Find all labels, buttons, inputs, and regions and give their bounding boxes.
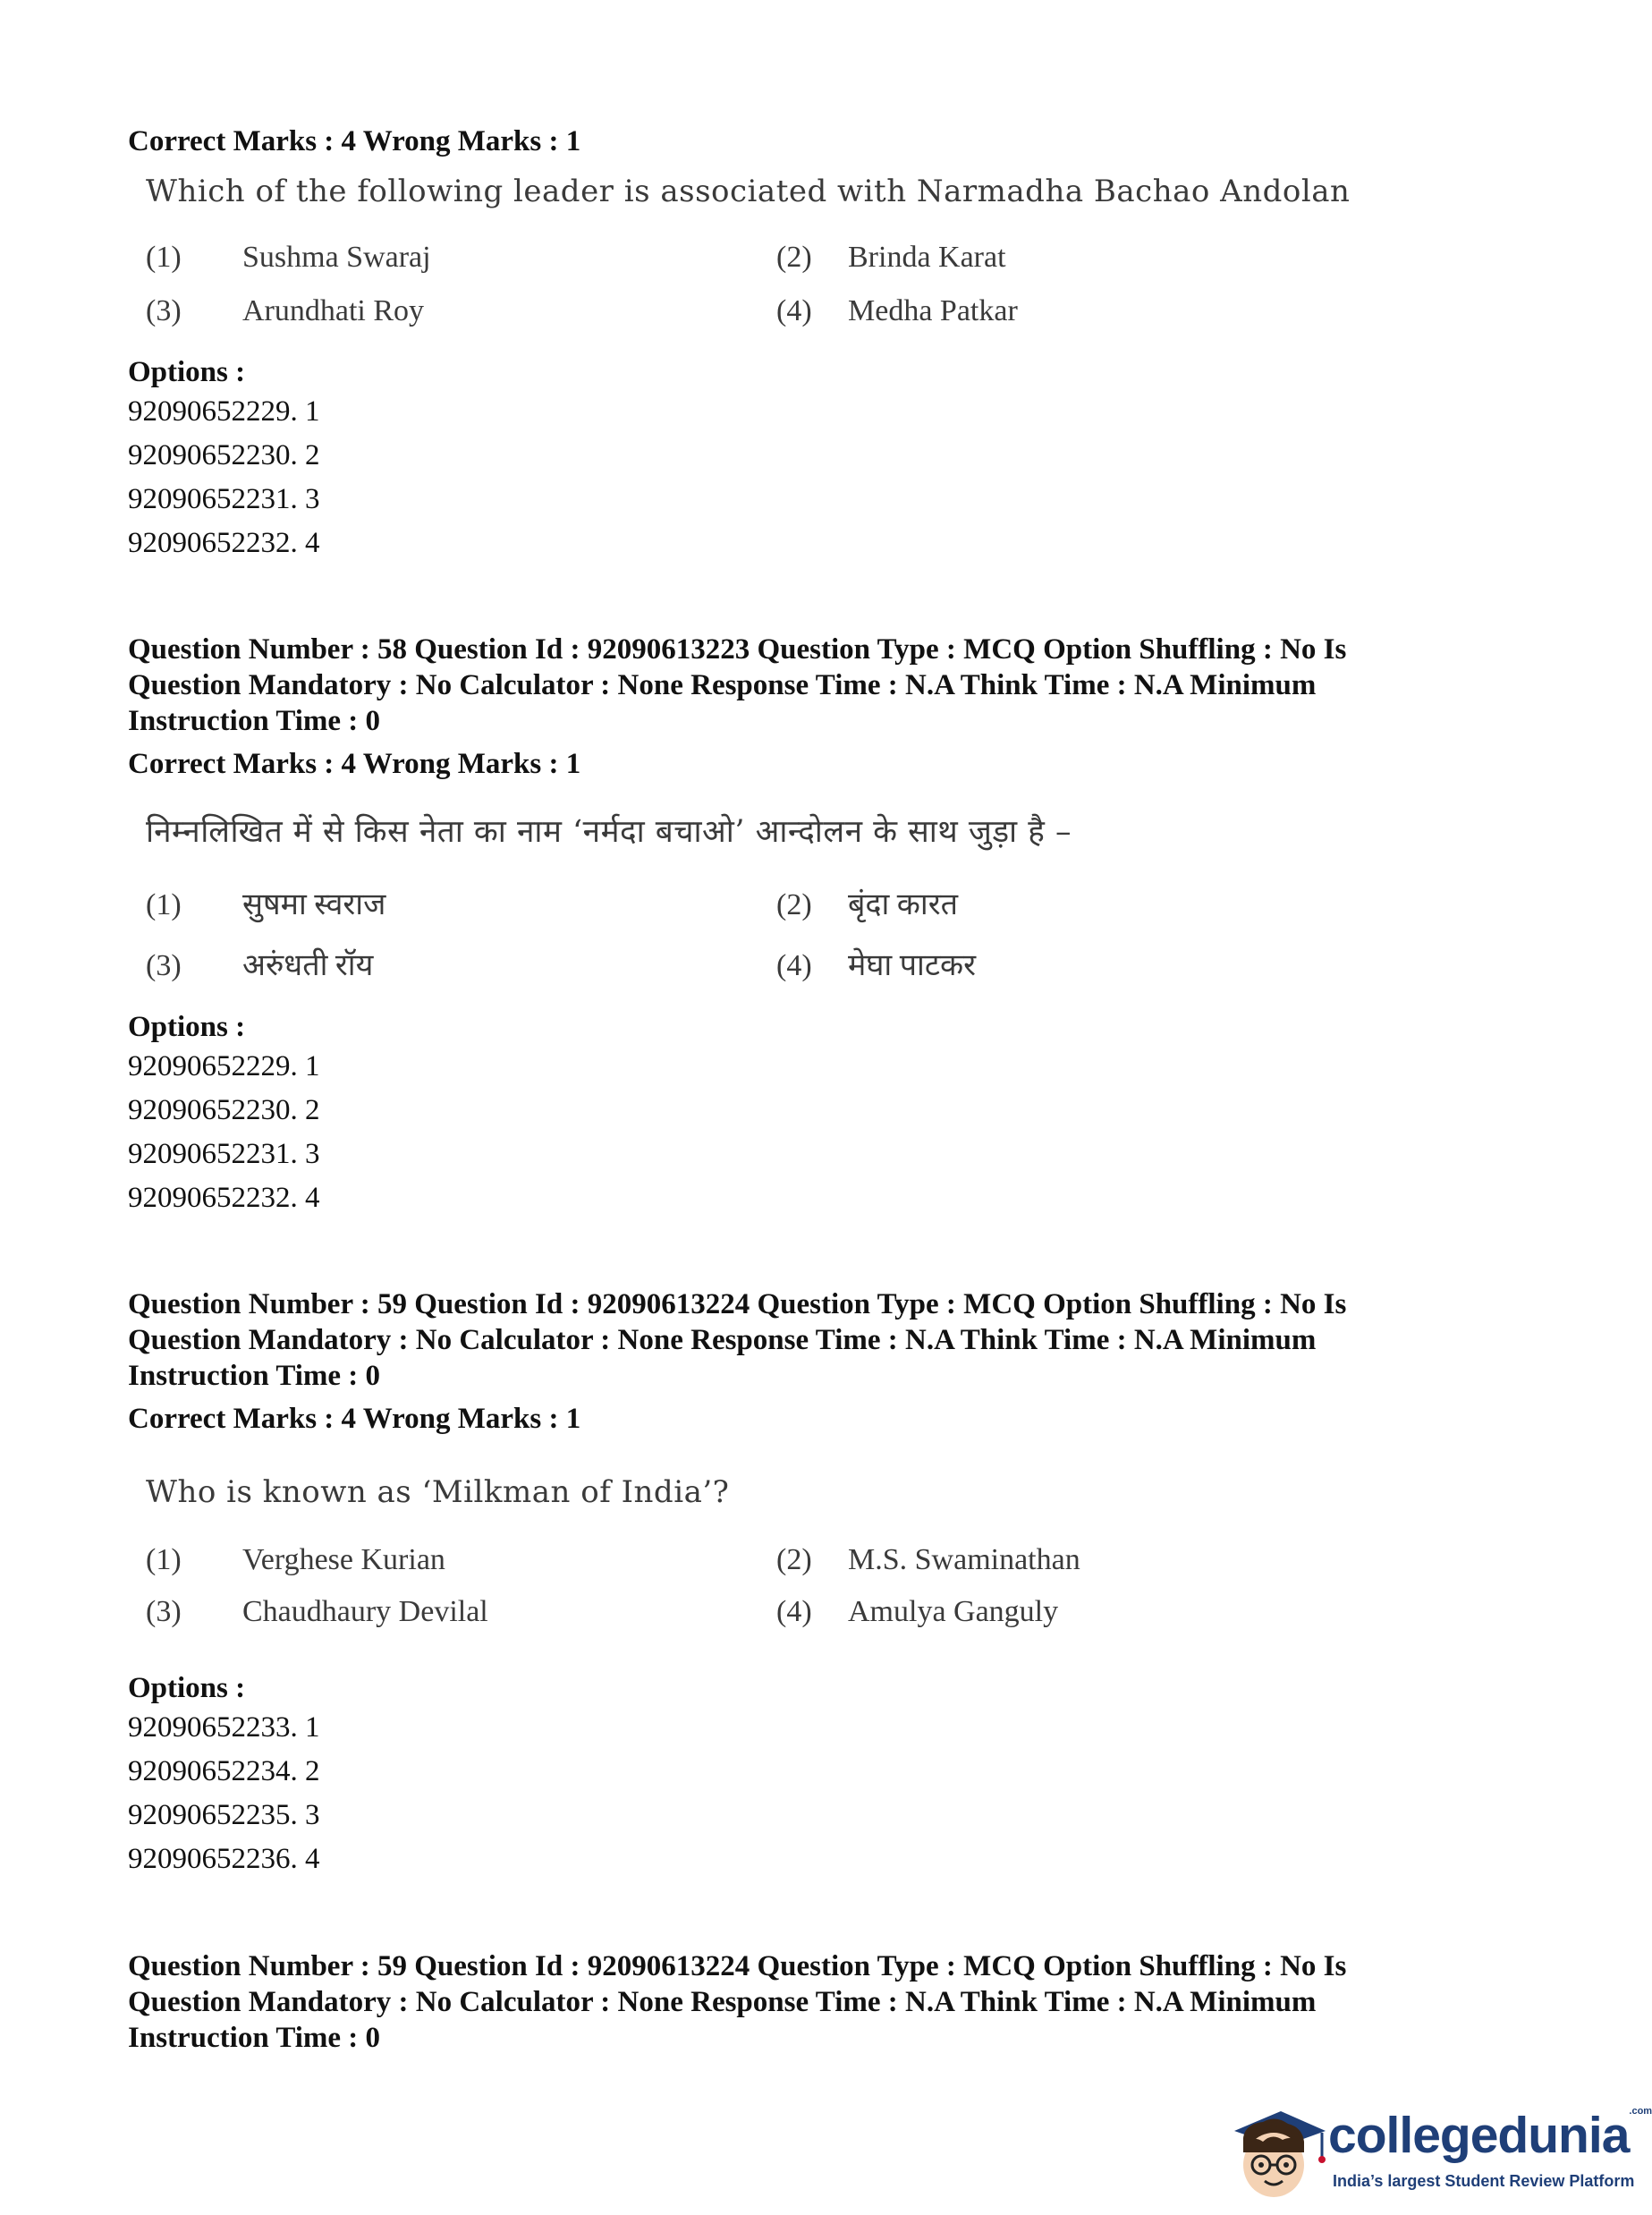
option-line: 92090652230. 2 [128, 1094, 320, 1126]
question-meta-line: Question Number : 59 Question Id : 92090613224 Question Type : MCQ Option Shuffling : No Is [128, 1950, 1347, 1982]
choice-1: (1) Verghese Kurian [146, 1543, 445, 1576]
choice-4: (4) Amulya Ganguly [776, 1595, 1059, 1628]
question-meta-line: Question Mandatory : No Calculator : None Response Time : N.A Think Time : N.A Minimum [128, 1986, 1317, 2018]
question-section-57 [128, 123, 1523, 159]
question-meta-line: Instruction Time : 0 [128, 2022, 381, 2054]
choice-3: (3) अरुंधती रॉय [146, 949, 374, 982]
options-list [128, 1009, 1523, 1220]
question-meta-line: Question Mandatory : No Calculator : None Response Time : N.A Think Time : N.A Minimum [128, 1324, 1317, 1356]
option-line: 92090652234. 2 [128, 1755, 320, 1787]
question-section-59 [128, 1286, 1523, 1437]
options-list [128, 1670, 1523, 1881]
option-line: 92090652229. 1 [128, 1050, 320, 1082]
choice-3: (3) Chaudhaury Devilal [146, 1595, 488, 1628]
choice-3: (3) Arundhati Roy [146, 294, 425, 327]
question-image [146, 1472, 1487, 1512]
option-line: 92090652229. 1 [128, 395, 320, 428]
question-meta-line: Instruction Time : 0 [128, 705, 381, 737]
option-line: 92090652232. 4 [128, 1182, 320, 1214]
collegedunia-logo[interactable] [1216, 2088, 1652, 2204]
options-list [128, 354, 1523, 565]
option-line: 92090652235. 3 [128, 1799, 320, 1831]
question-meta-line: Question Number : 59 Question Id : 92090613224 Question Type : MCQ Option Shuffling : No Is [128, 1288, 1347, 1320]
question-meta-line: Question Number : 58 Question Id : 92090613223 Question Type : MCQ Option Shuffling : No Is [128, 633, 1347, 666]
option-line: 92090652236. 4 [128, 1843, 320, 1875]
marks-line: Correct Marks : 4 Wrong Marks : 1 [128, 125, 581, 157]
question-section-58 [128, 632, 1523, 782]
brand-name: collegedunia$^{.com}$ [1328, 2106, 1652, 2164]
question-image [146, 172, 1487, 211]
choice-1: (1) सुषमा स्वराज [146, 888, 386, 921]
option-line: 92090652232. 4 [128, 527, 320, 559]
marks-line: Correct Marks : 4 Wrong Marks : 1 [128, 748, 581, 780]
option-line: 92090652230. 2 [128, 439, 320, 471]
student-mascot-icon [1216, 2088, 1333, 2204]
question-text: Who is known as ‘Milkman of India’? [146, 1474, 730, 1510]
option-line: 92090652233. 1 [128, 1711, 320, 1744]
choice-2: (2) M.S. Swaminathan [776, 1543, 1080, 1576]
options-heading: Options : [128, 356, 246, 388]
choice-1: (1) Sushma Swaraj [146, 241, 431, 274]
question-meta-line: Question Mandatory : No Calculator : None Response Time : N.A Think Time : N.A Minimum [128, 669, 1317, 701]
option-line: 92090652231. 3 [128, 1138, 320, 1170]
marks-line: Correct Marks : 4 Wrong Marks : 1 [128, 1403, 581, 1435]
question-meta-line: Instruction Time : 0 [128, 1360, 381, 1392]
options-heading: Options : [128, 1672, 246, 1704]
question-section-59-hindi [128, 1948, 1523, 2056]
options-heading: Options : [128, 1011, 246, 1043]
question-text: Which of the following leader is associated with Narmadha Bachao Andolan [146, 174, 1351, 209]
question-image [146, 812, 1487, 852]
brand-tagline: India’s largest Student Review Platform [1333, 2172, 1635, 2190]
choice-4: (4) Medha Patkar [776, 294, 1018, 327]
choice-2: (2) Brinda Karat [776, 241, 1006, 274]
option-line: 92090652231. 3 [128, 483, 320, 515]
choice-4: (4) मेघा पाटकर [776, 949, 977, 982]
choice-2: (2) बृंदा कारत [776, 888, 958, 921]
question-text: निम्नलिखित में से किस नेता का नाम ‘नर्मदा बचाओ’ आन्दोलन के साथ जुड़ा है – [146, 814, 1072, 850]
